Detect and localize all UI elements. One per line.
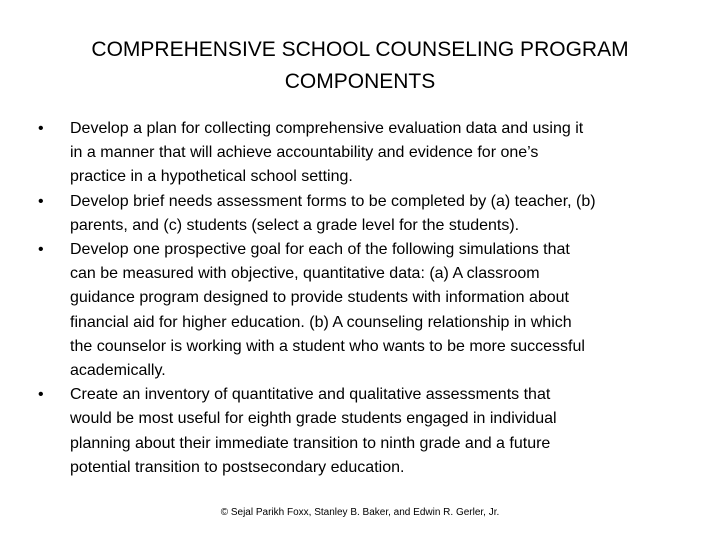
bullet-text-line: planning about their immediate transition to ninth grade and a future: [70, 434, 551, 452]
slide-title-line: COMPREHENSIVE SCHOOL COUNSELING PROGRAM: [91, 38, 629, 61]
slide-title-line: COMPONENTS: [284, 70, 436, 93]
bullet-text-line: parents, and (c) students (select a grade level for the students).: [70, 216, 520, 234]
bullet-text-line: in a manner that will achieve accountability and evidence for one’s: [70, 144, 539, 162]
bullet-text-line: the counselor is working with a student who wants to be more successful: [70, 337, 585, 355]
bullet-item-evaluation-plan: [0, 117, 720, 190]
bullet-icon: •: [38, 241, 44, 259]
bullet-item-assessment-inventory: [0, 383, 720, 480]
bullet-item-needs-assessment: [0, 190, 720, 238]
bullet-text-line: can be measured with objective, quantitative data: (a) A classroom: [70, 265, 540, 283]
bullet-text-line: academically.: [70, 362, 166, 380]
bullet-icon: •: [38, 120, 44, 137]
bullet-text-line: Develop brief needs assessment forms to be completed by (a) teacher, (b): [70, 192, 596, 210]
bullet-item-prospective-goal: [0, 238, 720, 383]
bullet-text-line: guidance program designed to provide students with information about: [70, 289, 569, 307]
bullet-text-line: practice in a hypothetical school setting.: [70, 168, 353, 186]
bullet-icon: •: [38, 192, 44, 210]
bullet-text-line: Develop one prospective goal for each of the following simulations that: [70, 241, 570, 259]
slide-title: [0, 34, 720, 98]
bullet-icon: •: [38, 386, 44, 404]
bullet-list: [0, 117, 720, 480]
bullet-text-line: financial aid for higher education. (b) A counseling relationship in which: [70, 313, 572, 331]
bullet-text-line: Develop a plan for collecting comprehensive evaluation data and using it: [70, 120, 584, 137]
bullet-text-line: would be most useful for eighth grade students engaged in individual: [70, 410, 557, 428]
bullet-text-line: potential transition to postsecondary education.: [70, 458, 405, 476]
copyright-footer: © Sejal Parikh Foxx, Stanley B. Baker, and Edwin R. Gerler, Jr.: [220, 507, 500, 518]
bullet-text-line: Create an inventory of quantitative and qualitative assessments that: [70, 386, 551, 404]
